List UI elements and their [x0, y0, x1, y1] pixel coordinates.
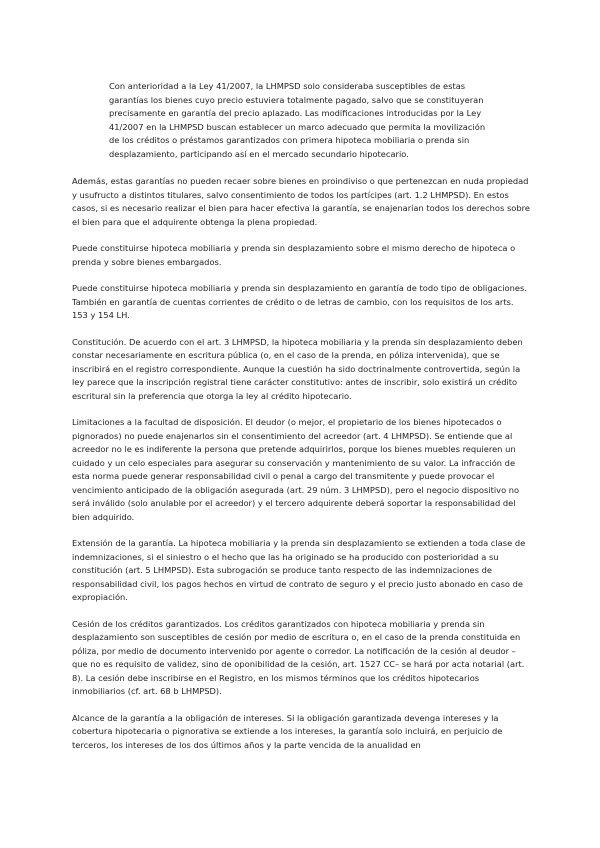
- paragraph-cesion: [72, 618, 530, 699]
- paragraph-1-text: Además, estas garantías no pueden recaer sobre bienes en proindiviso o que pertenezcan en nuda propiedad y usufructo a distintos titulares, salvo consentimiento de todos los partícipes (art. 1.2 LHMPSD). En estos casos, si es necesario realizar el bien para hacer efectiva la garantía, se enajenarían todos los derechos sobre el bien para que el adquirente obtenga la plena propiedad.: [72, 176, 530, 227]
- paragraph-alcance-text: Si la obligación garantizada devenga intereses y la cobertura hipotecaria o pignorativa se extiende a los intereses, la garantía solo incluirá, en perjuicio de terceros, los intereses de los dos últimos años y la parte vencida de la anualidad en: [72, 712, 503, 750]
- paragraph-extension-text: La hipoteca mobiliaria y la prenda sin desplazamiento se extienden a toda clase de indemnizaciones, si el siniestro o el hecho que las ha originado se ha producido con posterioridad a su constitución (art. 5 LHMPSD). Esta subrogación se produce tanto respecto de las indemnizaciones de responsabilidad civil, los pagos hechos en virtud de contrato de seguro y el precio justo abonado en caso de expropiación.: [72, 538, 526, 602]
- paragraph-3-text: Puede constituirse hipoteca mobiliaria y prenda sin desplazamiento en garantía de todo tipo de obligaciones. También en garantía de cuentas corrientes de crédito o de letras de cambio, con los requisitos de los arts. 153 y 154 LH.: [72, 283, 527, 320]
- paragraph-2-text: Puede constituirse hipoteca mobiliaria y prenda sin desplazamiento sobre el mismo derecho de hipoteca o prenda y sobre bienes embargados.: [72, 243, 516, 267]
- paragraph-cesion-heading: Cesión de los créditos garantizados.: [72, 618, 223, 629]
- paragraph-extension: [72, 537, 530, 605]
- paragraph-extension-heading: Extensión de la garantía.: [72, 538, 176, 548]
- paragraph-cesion-text: Los créditos garantizados con hipoteca mobiliaria y prenda sin desplazamiento son susceptibles de cesión por medio de escritura o, en el caso de la prenda constituida en póliza, por medio de documento intervenido por agente o corredor. La notificación de la cesión al deudor –que no es requisito de validez, sino de oponibilidad de la cesión, art. 1527 CC– se hará por acta notarial (art. 8). La cesión debe inscribirse en el Registro, en los mismos términos que los créditos hipotecarios inmobiliarios (cf. art. 68 b LHMPSD).: [72, 618, 525, 696]
- paragraph-3: [72, 282, 530, 323]
- paragraph-2: [72, 242, 530, 269]
- paragraph-constitucion-text: De acuerdo con el art. 3 LHMPSD, la hipoteca mobiliaria y la prenda sin desplazamiento deben constar necesariamente en escritura pública (o, en el caso de la prenda, en póliza intervenida), que se inscribirá en el registro correspondiente. Aunque la cuestión ha sido doctrinalmente controvertida, según la ley parece que la inscripción registral tiene carácter constitutivo: antes de inscribir, solo existirá un crédito escritural sin la preferencia que otorga la ley al crédito hipotecario.: [72, 336, 523, 401]
- paragraph-constitucion: [72, 336, 530, 404]
- paragraph-limitaciones-heading: Limitaciones a la facultad de disposición.: [72, 417, 243, 427]
- paragraph-alcance-heading: Alcance de la garantía a la obligación de intereses.: [72, 712, 285, 723]
- paragraph-constitucion-heading: Constitución.: [72, 336, 127, 347]
- indented-quote: Con anterioridad a la Ley 41/2007, la LHMPSD solo consideraba susceptibles de estas garantías los bienes cuyo precio estuviera totalmente pagado, salvo que se constituyeran precisamente en garantía del precio aplazado. Las modificaciones introducidas por la Ley 41/2007 en la LHMPSD buscan establecer un marco adecuado que permita la movilización de los créditos o préstamos garantizados con primera hipoteca mobiliaria o prenda sin desplazamiento, participando así en el mercado secundario hipotecario.: [109, 81, 486, 159]
- paragraph-limitaciones: [72, 416, 530, 524]
- paragraph-limitaciones-text: El deudor (o mejor, el propietario de los bienes hipotecados o pignorados) no puede enajenarlos sin el consentimiento del acreedor (art. 4 LHMPSD). Se entiende que al acreedor no le es indiferente la persona que pretende adquirirlos, porque los bienes muebles requieren un cuidado y un celo especiales para asegurar su conservación y mantenimiento de su valor. La infracción de esta norma puede generar responsabilidad civil o penal a cargo del transmitente y puede provocar el vencimiento anticipado de la obligación asegurada (art. 29 núm. 3 LHMPSD), pero el negocio dispositivo no será inválido (solo anulable por el acreedor) y el tercero adquirente deberá soportar la responsabilidad del bien adquirido.: [72, 417, 520, 522]
- paragraph-1: [72, 175, 530, 229]
- paragraph-alcance: [72, 712, 530, 753]
